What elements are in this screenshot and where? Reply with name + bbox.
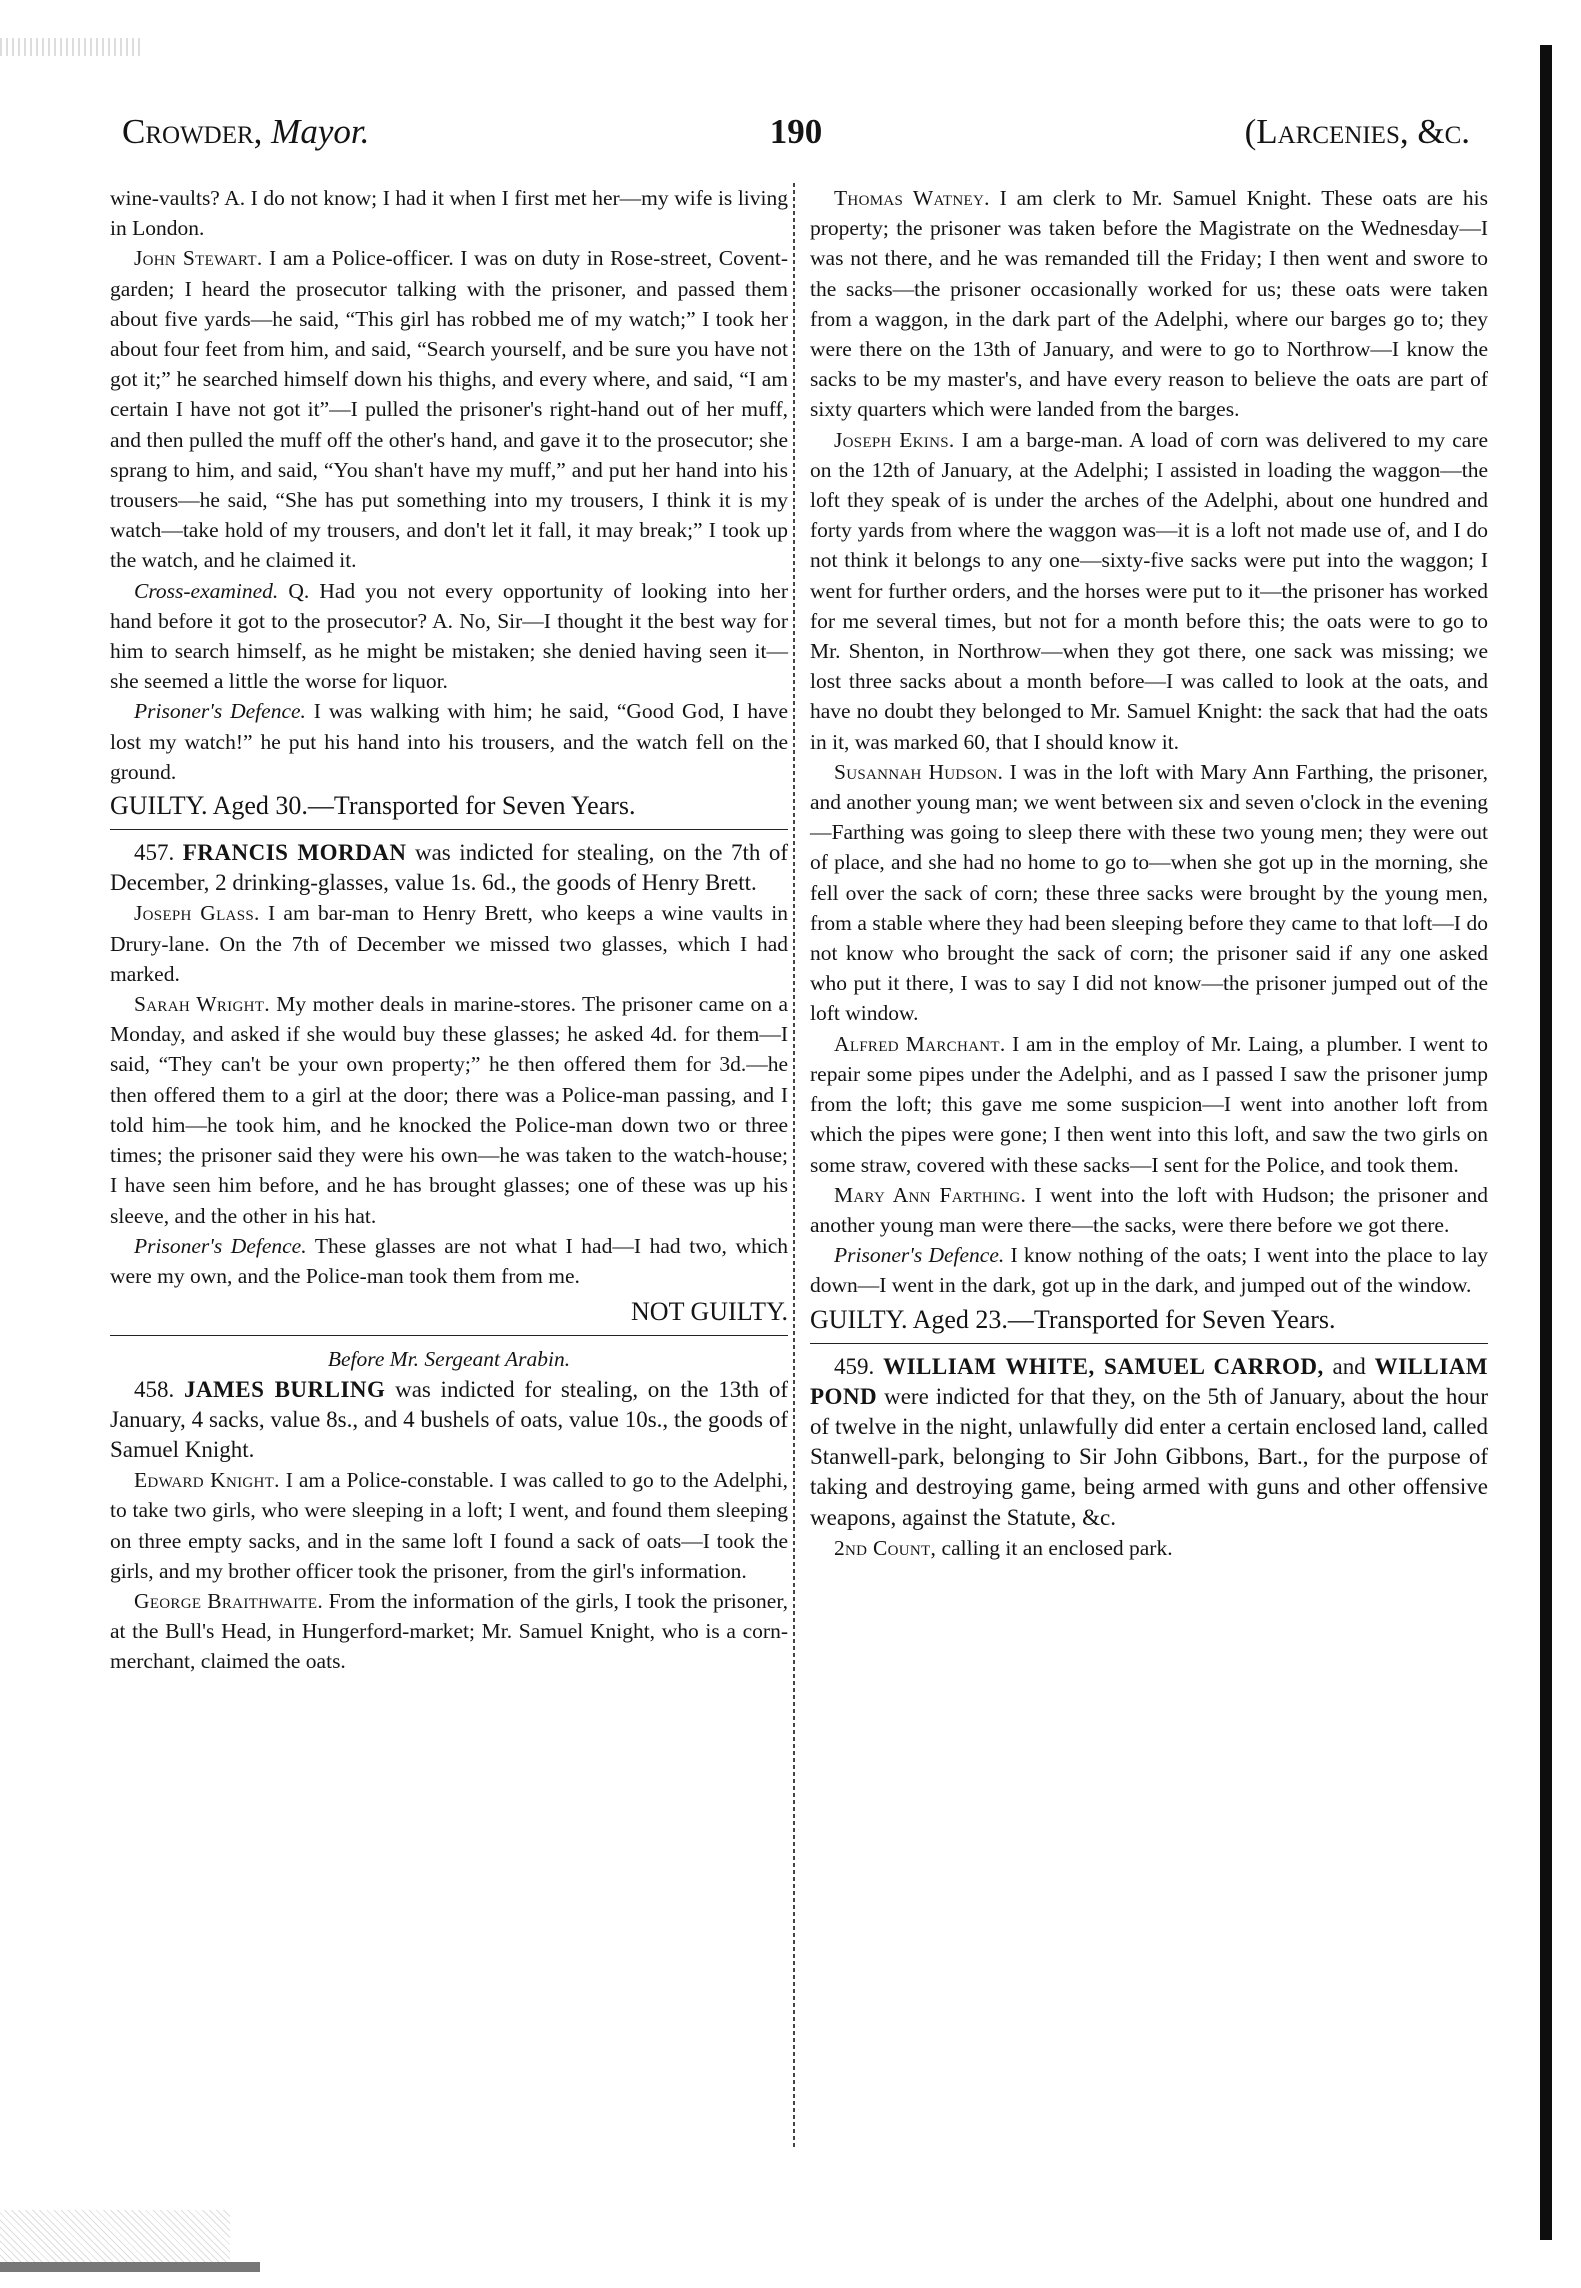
scan-edge-bar (1540, 45, 1552, 2240)
prisoner-defence (110, 696, 788, 787)
testimony-joseph-glass (110, 898, 788, 989)
page-number: 190 (769, 112, 823, 151)
case-458-heading (110, 1375, 788, 1466)
cross-examination (110, 576, 788, 697)
defence-label: Prisoner's Defence. (134, 1233, 307, 1258)
running-header (122, 112, 1470, 162)
verdict: NOT GUILTY. (631, 1297, 788, 1327)
testimony-thomas-watney (810, 183, 1488, 425)
testimony-susannah-hudson (810, 757, 1488, 1029)
testimony-edward-knight (110, 1465, 788, 1586)
testimony-john-stewart (110, 243, 788, 575)
witness-name: Joseph Ekins. (834, 427, 955, 452)
column-divider (793, 183, 795, 2148)
count-label: 2nd Count, (834, 1535, 937, 1560)
case-number: 459. (834, 1353, 875, 1379)
scan-speckle-bottom (0, 2210, 230, 2270)
header-section: (Larcenies, &c. (1244, 112, 1470, 151)
testimony-alfred-marchant (810, 1029, 1488, 1180)
indictment-text: were indicted for that they, on the 5th of January, about the hour of twelve in the night, unlawfully did enter a certain enclosed land, called Stanwell-park, belonging to Sir John Gibbons, Bart., for the purpose of taking and destroying game, being armed with guns and other offensive weapons, against the Statute, &c. (810, 1383, 1488, 1530)
defendant-name: FRANCIS MORDAN (182, 840, 407, 866)
second-count (810, 1533, 1488, 1563)
defendant-name: JAMES BURLING (183, 1376, 386, 1402)
judge-heading: Before Mr. Sergeant Arabin. (327, 1347, 571, 1372)
case-divider (110, 829, 788, 830)
defence-text: I know nothing of the oats; I went into the place to lay down—I went in the dark, got up in the dark, and jumped out of the window. (810, 1243, 1488, 1298)
witness-name: Sarah Wright. (134, 992, 270, 1017)
defence-label: Prisoner's Defence. (834, 1243, 1005, 1268)
witness-name: Alfred Marchant. (834, 1031, 1006, 1056)
testimony-text: I am a Police-constable. I was called to go to the Adelphi, to take two girls, who were sleeping in a loft; I went, and found them sleeping on three empty sacks, and in the same loft I found a sack of oats—I took the girls, and my brother officer took the prisoner, from the girl's information. (110, 1468, 789, 1583)
header-name: Crowder, (122, 112, 263, 151)
cross-examined-label: Cross-examined. (134, 578, 279, 603)
testimony-text: I am bar-man to Henry Brett, who keeps a wine vaults in Drury-lane. On the 7th of December we missed two glasses, which I had marked. (110, 901, 788, 986)
testimony-mary-ann-farthing (810, 1180, 1488, 1240)
defence-text: I was walking with him; he said, “Good God, I have lost my watch!” he put his hand into his trousers, and the watch fell on the ground. (110, 699, 788, 784)
defence-label: Prisoner's Defence. (134, 699, 306, 724)
prisoner-defence (810, 1240, 1488, 1300)
case-divider (110, 1335, 788, 1336)
defence-text: These glasses are not what I had—I had two, which were my own, and the Police-man took them from me. (110, 1233, 788, 1288)
witness-name: Edward Knight. (134, 1468, 280, 1493)
witness-name: George Braithwaite. (134, 1588, 324, 1613)
case-457-heading (110, 838, 788, 898)
testimony-george-braithwaite (110, 1586, 788, 1677)
case-number: 457. (134, 840, 175, 866)
cross-examination-text: Q. Had you not every opportunity of looking into her hand before it got to the prosecutor? A. No, Sir—I thought it the best way for him to search himself, as he might be mistaken; she denied having seen it—she seemed a little the worse for liquor. (110, 578, 788, 694)
scan-speckle-top (0, 38, 140, 56)
testimony-text: I am a Police-officer. I was on duty in Rose-street, Covent-garden; I heard the prosecutor talking with the prisoner, and passed them about five yards—he said, “This girl has robbed me of my watch;” I took her about four feet from him, and said, “Search yourself, and be sure you have not got it;” he searched himself down his thighs, and every where, and said, “I am certain I have not got it”—I pulled the prisoner's right-hand out of her muff, and then pulled the muff off the other's hand, and gave it to the prosecutor; she sprang to him, and said, “You shan't have my muff,” and put her hand into his trousers—he said, “She has put something into my trousers, I think it is my watch—take hold of my trousers, and don't let it fall, it may break;” I took up the watch, and he claimed it. (110, 246, 788, 573)
prisoner-defence (110, 1231, 788, 1291)
conjunction: and (1332, 1353, 1375, 1379)
scan-strip-bottom (0, 2262, 260, 2272)
case-divider (810, 1343, 1488, 1344)
left-column (110, 183, 788, 1677)
header-title: Mayor. (271, 112, 370, 151)
witness-name: Thomas Watney. (834, 186, 990, 210)
defendant-name: WILLIAM POND (810, 1353, 1489, 1409)
testimony-text: I am clerk to Mr. Samuel Knight. These oats are his property; the prisoner was taken before the Magistrate on the Wednesday—I was not there, and he was remanded till the Friday; I then went and swore to the sacks—the prisoner occasionally worked for us; these oats were taken from a waggon, in the dark part of the Adelphi, where our barges go to; they were there on the 13th of January, and were to go to Northrow—I know the sacks to be my master's, and have every reason to believe the oats are part of sixty quarters which were landed from the barges. (810, 186, 1488, 422)
testimony-sarah-wright (110, 989, 788, 1231)
verdict: GUILTY. Aged 23.—Transported for Seven Years. (810, 1304, 1336, 1334)
witness-name: Joseph Glass. (134, 901, 260, 926)
right-column (810, 183, 1488, 1563)
testimony-text: I am in the employ of Mr. Laing, a plumber. I went to repair some pipes under the Adelphi, and as I passed I saw the prisoner jump from the loft; this gave me some suspicion—I went into another loft from which the pipes were gone; I then went into this loft, and saw the two girls on some straw, covered with these sacks—I sent for the Police, and took them. (810, 1031, 1488, 1177)
case-number: 458. (134, 1376, 175, 1402)
testimony-text: I was in the loft with Mary Ann Farthing, the prisoner, and another young man; we went between six and seven o'clock in the evening—Farthing was going to sleep there with these two young men; they were out of place, and she had no home to go to—when she got up in the morning, she fell over the sack of corn; these three sacks were brought by the young men, from a stable where they had been sleeping before they came to that loft—I do not know who brought the sack of corn; the prisoner said if any one asked who put it there, I was to say I did not know—the prisoner jumped out of the loft window. (810, 759, 1488, 1026)
verdict: GUILTY. Aged 30.—Transported for Seven Years. (110, 791, 636, 821)
indictment-text: was indicted for stealing, on the 7th of December, 2 drinking-glasses, value 1s. 6d., the goods of Henry Brett. (110, 840, 788, 896)
count-text: calling it an enclosed park. (936, 1535, 1173, 1560)
witness-name: John Stewart. (134, 246, 263, 271)
case-459-heading (810, 1352, 1488, 1533)
testimony-text: From the information of the girls, I took the prisoner, at the Bull's Head, in Hungerford-market; Mr. Samuel Knight, who is a corn-merchant, claimed the oats. (110, 1588, 788, 1674)
testimony-text: I am a barge-man. A load of corn was delivered to my care on the 12th of January, at the Adelphi; I assisted in loading the waggon—the loft they speak of is under the arches of the Adelphi, about one hundred and forty yards from where the waggon was—it is a loft not made use of, and I do not think it belongs to any one—sixty-five sacks were put into the waggon; I went for further orders, and the horses were put to it—the prisoner has worked for me several times, but not for a month before this; the oats were to go to Mr. Shenton, in Northrow—when they got there, one sack was missing; we lost three sacks about a month before—I was called to look at the oats, and have no doubt they belonged to Mr. Samuel Knight: the sack that had the oats in it, was marked 60, that I should know it. (810, 427, 1488, 754)
witness-name: Mary Ann Farthing. (834, 1182, 1027, 1207)
testimony-text: My mother deals in marine-stores. The prisoner came on a Monday, and asked if she would buy these glasses; he asked 4d. for them—I said, “They can't be your own property;” he then offered them for 3d.—he then offered them to a girl at the door; there was a Police-man passing, and I told him—he took him, and he knocked the Police-man down two or three times; the prisoner said they were his own—he was taken to the watch-house; I have seen him before, and he has brought glasses; one of these was up his sleeve, and the other in his hat. (110, 992, 789, 1228)
indictment-text: was indicted for stealing, on the 13th of January, 4 sacks, value 8s., and 4 bushels of oats, value 10s., the goods of Samuel Knight. (110, 1376, 788, 1462)
witness-name: Susannah Hudson. (834, 759, 1004, 784)
testimony-text: I went into the loft with Hudson; the prisoner and another young man were there—the sacks, were there before we got there. (810, 1182, 1489, 1237)
testimony-joseph-ekins (810, 425, 1488, 757)
defendant-names: WILLIAM WHITE, SAMUEL CARROD, (883, 1353, 1324, 1379)
paragraph: wine-vaults? A. I do not know; I had it when I first met her—my wife is living in London. (110, 186, 788, 241)
